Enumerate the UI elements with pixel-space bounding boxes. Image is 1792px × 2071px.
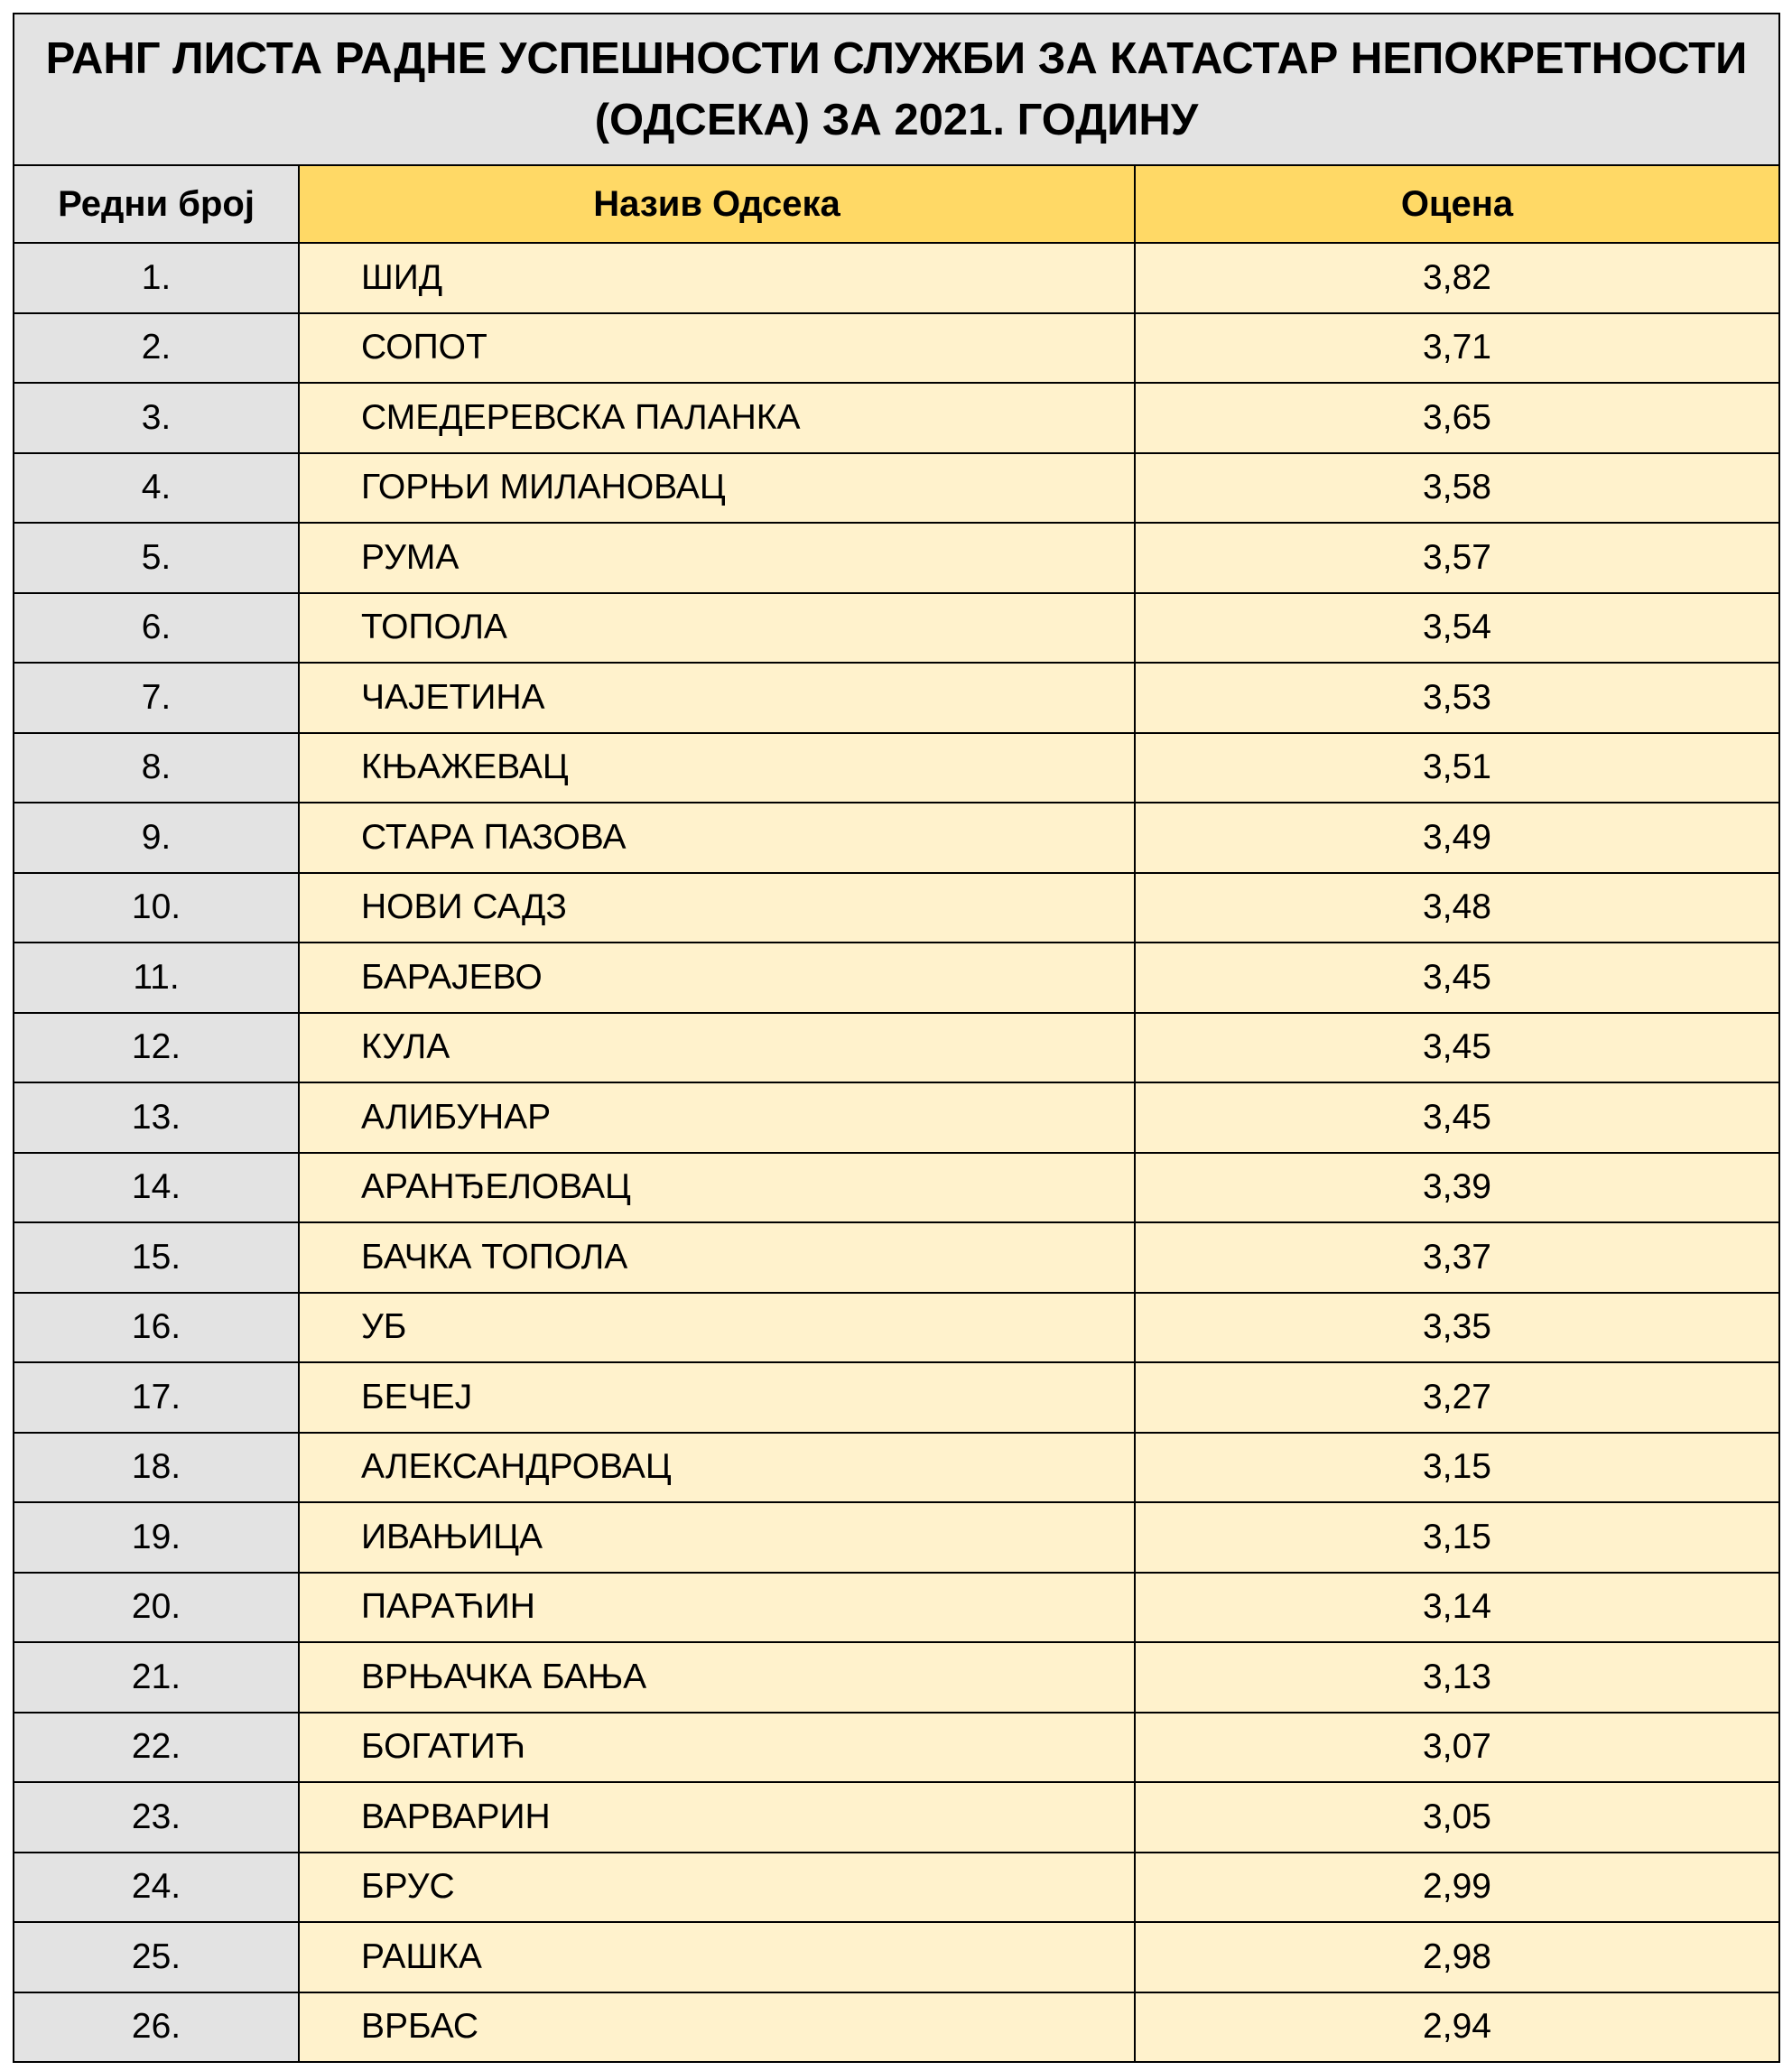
name-cell: БАРАЈЕВО [299,943,1135,1013]
rank-cell: 15. [14,1222,299,1293]
table-row [14,663,1779,733]
rank-cell: 4. [14,453,299,524]
rank-cell: 25. [14,1922,299,1992]
name-cell: ЧАЈЕТИНА [299,663,1135,733]
rank-cell: 23. [14,1782,299,1853]
rank-cell: 19. [14,1502,299,1573]
score-cell: 3,14 [1135,1573,1779,1643]
table-row [14,803,1779,873]
score-cell: 3,54 [1135,593,1779,664]
score-cell: 3,65 [1135,383,1779,453]
name-cell: БАЧКА ТОПОЛА [299,1222,1135,1293]
rank-cell: 13. [14,1082,299,1153]
table-row [14,1573,1779,1643]
score-cell: 3,15 [1135,1502,1779,1573]
score-cell: 3,27 [1135,1362,1779,1433]
table-row [14,1853,1779,1923]
table-row [14,1433,1779,1503]
header-name: Назив Одсека [299,165,1135,243]
rank-cell: 9. [14,803,299,873]
score-cell: 3,45 [1135,943,1779,1013]
rank-cell: 26. [14,1992,299,2063]
rank-cell: 21. [14,1642,299,1713]
name-cell: ГОРЊИ МИЛАНОВАЦ [299,453,1135,524]
rank-cell: 1. [14,243,299,313]
table-row [14,1293,1779,1363]
table-row [14,383,1779,453]
ranking-table [13,13,1780,2063]
table-title [14,14,1779,165]
header-row [14,165,1779,243]
name-cell: АЛЕКСАНДРОВАЦ [299,1433,1135,1503]
rank-cell: 5. [14,523,299,593]
score-cell: 3,13 [1135,1642,1779,1713]
name-cell: ШИД [299,243,1135,313]
rank-cell: 7. [14,663,299,733]
name-cell: КУЛА [299,1013,1135,1083]
table-row [14,313,1779,384]
score-cell: 3,45 [1135,1013,1779,1083]
table-row [14,1362,1779,1433]
table-row [14,1642,1779,1713]
score-cell: 3,53 [1135,663,1779,733]
table-row [14,523,1779,593]
table-row [14,593,1779,664]
score-cell: 3,45 [1135,1082,1779,1153]
name-cell: БЕЧЕЈ [299,1362,1135,1433]
rank-cell: 8. [14,733,299,803]
score-cell: 2,94 [1135,1992,1779,2063]
rank-cell: 24. [14,1853,299,1923]
table-row [14,1082,1779,1153]
score-cell: 3,82 [1135,243,1779,313]
score-cell: 3,51 [1135,733,1779,803]
name-cell: СОПОТ [299,313,1135,384]
table-row [14,1153,1779,1223]
rank-cell: 11. [14,943,299,1013]
name-cell: АРАНЂЕЛОВАЦ [299,1153,1135,1223]
table-row [14,1013,1779,1083]
score-cell: 3,37 [1135,1222,1779,1293]
rank-cell: 17. [14,1362,299,1433]
rank-cell: 6. [14,593,299,664]
score-cell: 3,71 [1135,313,1779,384]
rank-cell: 12. [14,1013,299,1083]
table-row [14,1992,1779,2063]
table-row [14,243,1779,313]
score-cell: 3,39 [1135,1153,1779,1223]
score-cell: 2,98 [1135,1922,1779,1992]
table-row [14,1222,1779,1293]
rank-cell: 2. [14,313,299,384]
name-cell: ПАРАЋИН [299,1573,1135,1643]
header-score: Оцена [1135,165,1779,243]
table-row [14,943,1779,1013]
name-cell: КЊАЖЕВАЦ [299,733,1135,803]
name-cell: РАШКА [299,1922,1135,1992]
name-cell: ТОПОЛА [299,593,1135,664]
rank-cell: 20. [14,1573,299,1643]
rank-cell: 16. [14,1293,299,1363]
rank-cell: 18. [14,1433,299,1503]
table-row [14,1713,1779,1783]
name-cell: ВРЊАЧКА БАЊА [299,1642,1135,1713]
title-line-2: (ОДСЕКА) ЗА 2021. ГОДИНУ [594,96,1199,144]
score-cell: 2,99 [1135,1853,1779,1923]
score-cell: 3,15 [1135,1433,1779,1503]
rank-cell: 22. [14,1713,299,1783]
score-cell: 3,05 [1135,1782,1779,1853]
title-line-1: РАНГ ЛИСТА РАДНЕ УСПЕШНОСТИ СЛУЖБИ ЗА КАТАСТАР НЕПОКРЕТНОСТИ [45,34,1748,83]
name-cell: ВАРВАРИН [299,1782,1135,1853]
header-rank: Редни број [14,165,299,243]
table-row [14,1782,1779,1853]
score-cell: 3,35 [1135,1293,1779,1363]
rank-cell: 14. [14,1153,299,1223]
name-cell: СМЕДЕРЕВСКА ПАЛАНКА [299,383,1135,453]
name-cell: БОГАТИЋ [299,1713,1135,1783]
table-body [14,243,1779,2062]
table-row [14,873,1779,943]
score-cell: 3,49 [1135,803,1779,873]
name-cell: АЛИБУНАР [299,1082,1135,1153]
table-row [14,733,1779,803]
score-cell: 3,58 [1135,453,1779,524]
table-row [14,1922,1779,1992]
score-cell: 3,07 [1135,1713,1779,1783]
table-row [14,453,1779,524]
name-cell: НОВИ САДЗ [299,873,1135,943]
name-cell: ИВАЊИЦА [299,1502,1135,1573]
rank-cell: 10. [14,873,299,943]
name-cell: УБ [299,1293,1135,1363]
name-cell: СТАРА ПАЗОВА [299,803,1135,873]
name-cell: РУМА [299,523,1135,593]
score-cell: 3,48 [1135,873,1779,943]
name-cell: БРУС [299,1853,1135,1923]
rank-cell: 3. [14,383,299,453]
name-cell: ВРБАС [299,1992,1135,2063]
table-row [14,1502,1779,1573]
score-cell: 3,57 [1135,523,1779,593]
